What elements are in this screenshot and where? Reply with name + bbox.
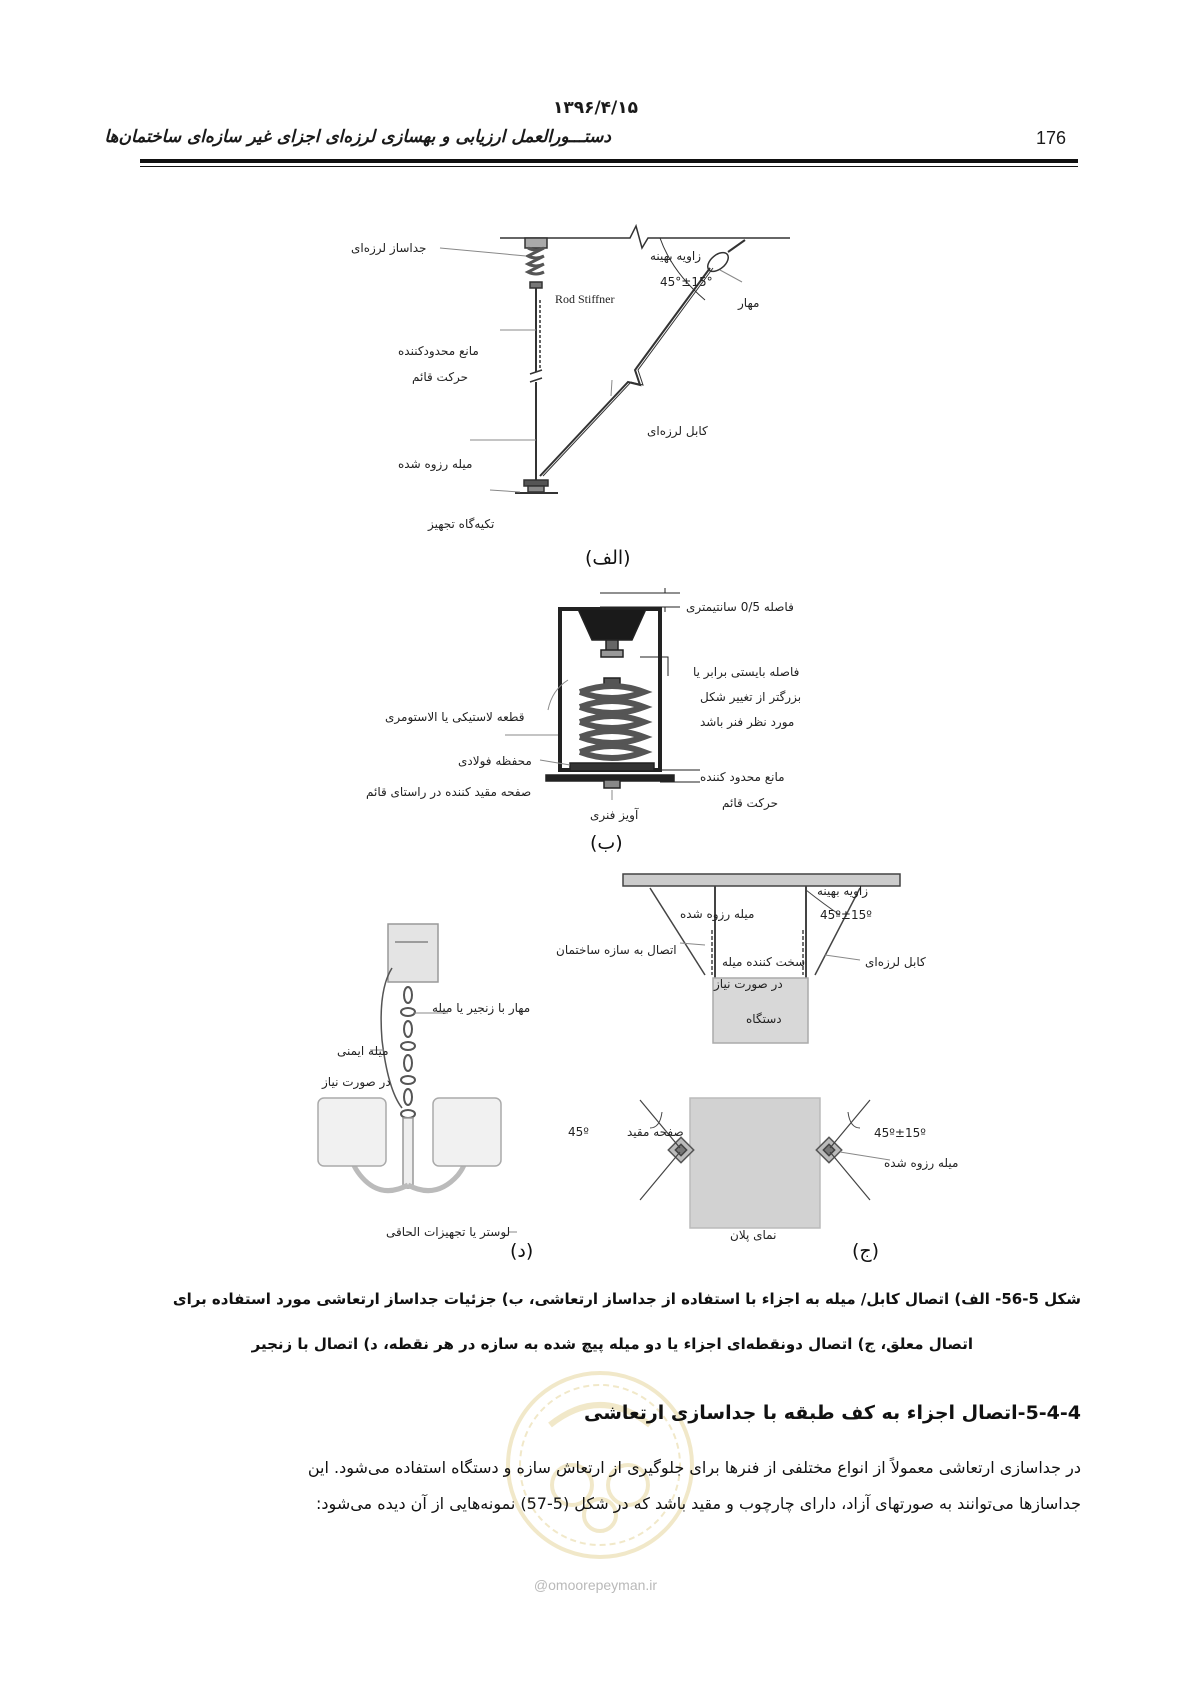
watermark-text: @omoorepeyman.ir (533, 1577, 658, 1593)
fig-a-rod-stiffener-label: Rod Stiffner (555, 292, 615, 306)
fig-b-sub-label: (ب) (590, 832, 623, 854)
figure-caption-line2: اتصال معلق، ج) اتصال دونقطه‌ای اجزاء یا دو میله پیچ شده به سازه در هر نقطه، د) اتصال با زنجیر (251, 1335, 973, 1353)
fig-a-sub-label: (الف) (585, 547, 631, 569)
fig-b-limit-2: حرکت قائم (722, 796, 779, 810)
fig-b-spring-hanger-label: آویز فنری (590, 808, 639, 822)
fig-c-structure-connection-label: اتصال به سازه ساختمان (556, 943, 677, 957)
header-date: ۱۳۹۶/۴/۱۵ (552, 98, 639, 118)
fig-c-rod-stiffener-2: در صورت نیاز (714, 977, 783, 991)
fig-a-seismic-cable-label: کابل لرزه‌ای (647, 424, 708, 438)
figure-caption-line1: شکل 5-56- الف) اتصال کابل/ میله به اجزاء با استفاده از جداساز ارتعاشی، ب) جزئیات جداساز ارتعاشی مورد استفاده برای (172, 1290, 1081, 1308)
fig-b-limit-1: مانع محدود کننده (700, 770, 785, 784)
fig-b-steel-housing-label: محفظه فولادی (458, 754, 532, 768)
fig-d-safety-rod-2: در صورت نیاز (322, 1075, 391, 1089)
body-line-1: در جداسازی ارتعاشی معمولاً از انواع مختلفی از فنرها برای جلوگیری از ارتعاش سازه و دستگاه استفاده می‌شود. این (307, 1458, 1081, 1477)
fig-c-restraint-plate-label: صفحه مقید (627, 1125, 684, 1139)
fig-a-vertical-restraint-1: مانع محدودکننده (398, 344, 479, 358)
page-number: 176 (1036, 128, 1067, 148)
fig-d-chain-brace-label: مهار با زنجیر یا میله (432, 1001, 531, 1015)
fig-c-sub-label: (ج) (852, 1240, 880, 1262)
fig-c-seismic-cable-label: کابل لرزه‌ای (865, 955, 926, 969)
fig-a-threaded-rod-label: میله رزوه شده (398, 457, 473, 471)
fig-c-device-label: دستگاه (746, 1012, 782, 1026)
fig-a-optimal-angle-label: زاویه بهینه (650, 249, 702, 263)
fig-d-sub-label: (د) (510, 1240, 534, 1262)
fig-b-vertical-plate-label: صفحه مقید کننده در راستای قائم (366, 785, 532, 799)
fig-c-threaded-rod-plan-label: میله رزوه شده (884, 1156, 959, 1170)
fig-c-angle-45-label: 45º (568, 1125, 589, 1139)
fig-a-brace-label: مهار (738, 296, 760, 310)
fig-c-optimal-angle-label: زاویه بهینه (817, 884, 869, 898)
fig-c-threaded-rod-label: میله رزوه شده (680, 907, 755, 921)
fig-d-chandelier-label: لوستر یا تجهیزات الحاقی (386, 1225, 511, 1239)
body-line-2: جداسازها می‌توانند به صورتهای آزاد، دارای چارچوب و مقید باشد که در شکل (5-57) نمونه‌هایی از آن دیده می‌شود: (316, 1494, 1081, 1513)
fig-a-vertical-restraint-2: حرکت قائم (412, 370, 469, 384)
section-heading: 5-4-4-اتصال اجزاء به کف طبقه با جداسازی ارتعاشی (583, 1402, 1081, 1424)
fig-d-safety-rod-1: میله ایمنی (337, 1044, 389, 1058)
fig-b-rubber-label: قطعه لاستیکی یا الاستومری (385, 710, 525, 724)
fig-b-gap-eq-1: فاصله بایستی برابر یا (693, 665, 800, 679)
header-title: دستـــورالعمل ارزیابی و بهسازی لرزه‌ای اجزای غیر سازه‌ای ساختمان‌ها (104, 127, 611, 147)
fig-b-gap-label: فاصله 0/5 سانتیمتری (686, 600, 794, 614)
fig-a-angle-value-label: 45°±15° (660, 275, 713, 289)
fig-c-angle-value-label: 45º±15º (820, 908, 872, 922)
fig-a-isolator-label: جداساز لرزه‌ای (351, 241, 427, 255)
fig-c-plan-view-label: نمای پلان (730, 1228, 777, 1242)
fig-a-equipment-support-label: تکیه‌گاه تجهیز (428, 517, 495, 531)
fig-b-gap-eq-3: مورد نظر فنر باشد (700, 715, 795, 729)
fig-b-gap-eq-2: بزرگتر از تغییر شکل (700, 690, 802, 704)
fig-c-angle-value-plan-label: 45º±15º (874, 1126, 926, 1140)
fig-c-rod-stiffener-1: سخت کننده میله (722, 955, 806, 969)
